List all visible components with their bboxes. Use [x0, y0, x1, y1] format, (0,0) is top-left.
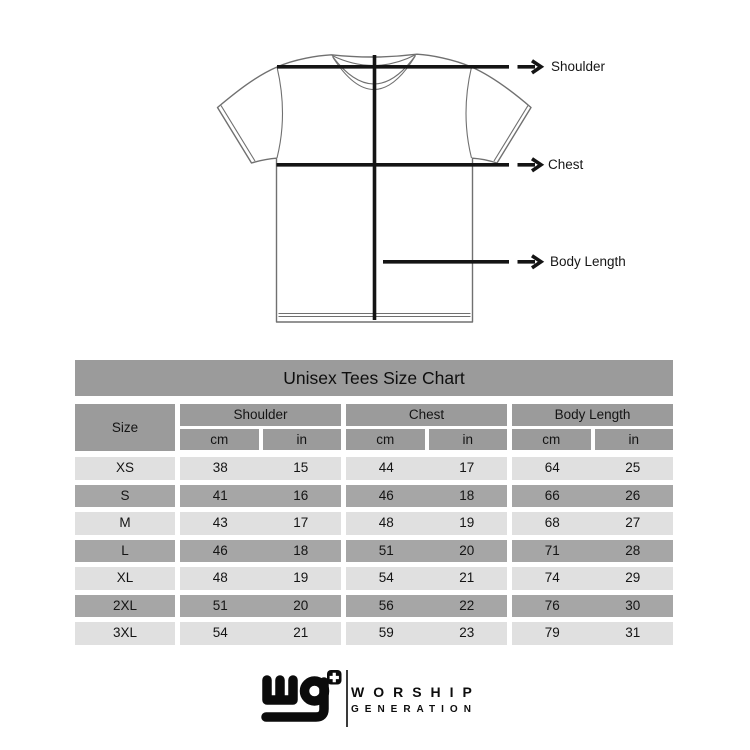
shoulder-values: 38 15 [180, 457, 341, 480]
table-row-xl [75, 567, 673, 590]
chest-cm-header: cm [346, 429, 425, 450]
logo-divider [346, 670, 348, 727]
shoulder-values: 43 17 [180, 512, 341, 535]
table-row-xs [75, 457, 673, 480]
shoulder-values: 51 20 [180, 595, 341, 618]
size-cell: 2XL [75, 595, 175, 618]
chest-values: 59 23 [346, 622, 507, 645]
chest-values: 46 18 [346, 485, 507, 508]
body-length-cm-header: cm [512, 429, 591, 450]
shoulder-in-header: in [263, 429, 342, 450]
body-length-values: 68 27 [512, 512, 673, 535]
table-row-l [75, 540, 673, 563]
chest-values: 56 22 [346, 595, 507, 618]
logo-wordmark [351, 684, 481, 715]
chest-column-group [346, 404, 507, 451]
chest-values: 54 21 [346, 567, 507, 590]
size-cell: XS [75, 457, 175, 480]
wg-plus-logo-mark-icon [258, 666, 346, 728]
table-title: Unisex Tees Size Chart [75, 360, 673, 396]
body-length-in-header: in [595, 429, 674, 450]
shoulder-cm-header: cm [180, 429, 259, 450]
shoulder-column-group [180, 404, 341, 451]
size-chart-table [75, 360, 673, 645]
size-cell: 3XL [75, 622, 175, 645]
table-row-2xl [75, 595, 673, 618]
table-header [75, 404, 673, 451]
table-row-s [75, 485, 673, 508]
table-row-3xl [75, 622, 673, 645]
chest-values: 48 19 [346, 512, 507, 535]
chest-values: 44 17 [346, 457, 507, 480]
logo-g-bowl [305, 681, 325, 701]
shoulder-group-header: Shoulder [180, 404, 341, 426]
body-length-label: Body Length [550, 254, 626, 269]
logo-text-generation: GENERATION [351, 704, 477, 715]
chest-values: 51 20 [346, 540, 507, 563]
chest-group-header: Chest [346, 404, 507, 426]
tshirt-measurement-diagram [0, 0, 750, 350]
tshirt-outline-graphic [0, 0, 750, 350]
size-cell: XL [75, 567, 175, 590]
logo-text-worship: WORSHIP [351, 684, 481, 700]
body-length-group-header: Body Length [512, 404, 673, 426]
chest-label: Chest [548, 157, 584, 172]
body-length-values: 76 30 [512, 595, 673, 618]
body-length-column-group [512, 404, 673, 451]
shoulder-label: Shoulder [551, 59, 606, 74]
shoulder-values: 41 16 [180, 485, 341, 508]
chest-in-header: in [429, 429, 508, 450]
body-length-values: 64 25 [512, 457, 673, 480]
size-column-header: Size [75, 404, 175, 451]
size-cell: L [75, 540, 175, 563]
table-row-m [75, 512, 673, 535]
body-length-values: 74 29 [512, 567, 673, 590]
body-length-values: 71 28 [512, 540, 673, 563]
size-cell: S [75, 485, 175, 508]
worship-generation-logo [258, 666, 498, 730]
size-cell: M [75, 512, 175, 535]
body-length-values: 66 26 [512, 485, 673, 508]
logo-w-glyph [267, 680, 293, 700]
shoulder-values: 48 19 [180, 567, 341, 590]
shoulder-values: 46 18 [180, 540, 341, 563]
shoulder-values: 54 21 [180, 622, 341, 645]
body-length-values: 79 31 [512, 622, 673, 645]
